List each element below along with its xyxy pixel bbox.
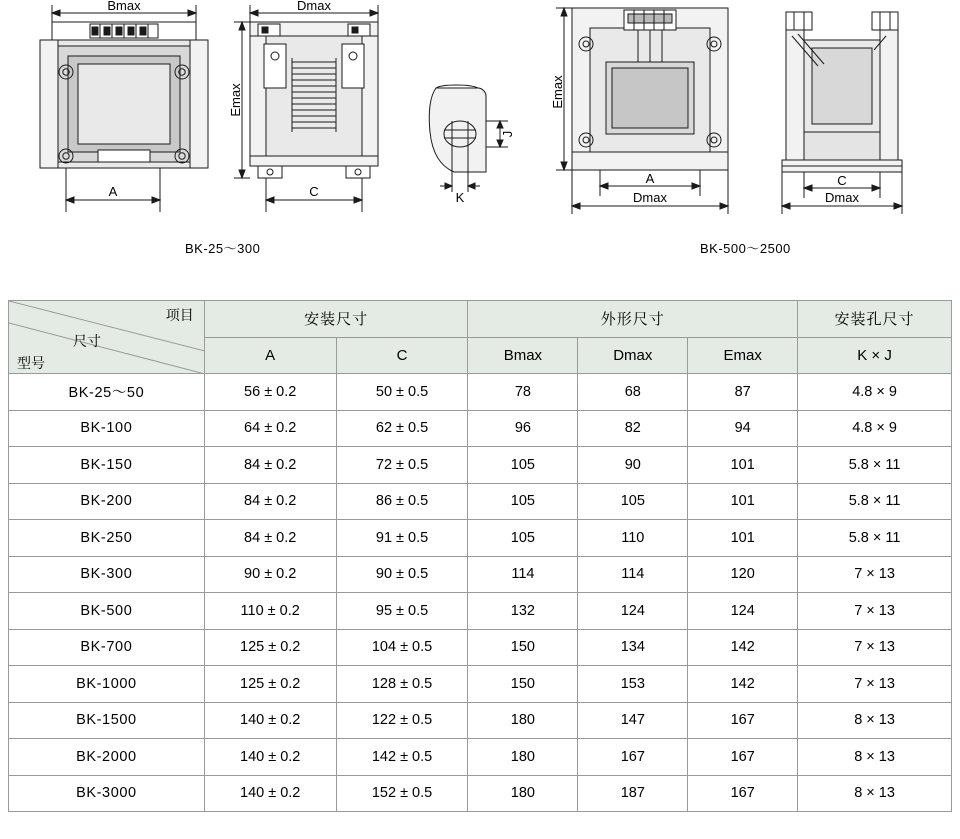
cell-kj: 7 × 13 — [798, 629, 952, 666]
figure-front-view-bk500-2500 — [550, 0, 750, 230]
sub-header-kj: K × J — [798, 337, 952, 374]
cell-kj: 5.8 × 11 — [798, 447, 952, 484]
cell-dmax: 153 — [578, 666, 688, 703]
caption-bk500-2500: BK-500～2500 — [700, 241, 791, 256]
cell-c: 142 ± 0.5 — [336, 739, 468, 776]
cell-c: 152 ± 0.5 — [336, 775, 468, 812]
specification-table — [8, 300, 952, 812]
cell-kj: 7 × 13 — [798, 556, 952, 593]
cell-c: 62 ± 0.5 — [336, 410, 468, 447]
cell-c: 91 ± 0.5 — [336, 520, 468, 557]
corner-label-size: 尺寸 — [73, 333, 101, 349]
cell-kj: 7 × 13 — [798, 593, 952, 630]
cell-bmax: 180 — [468, 702, 578, 739]
cell-a: 84 ± 0.2 — [204, 520, 336, 557]
label-dmax-2: Dmax — [633, 190, 667, 205]
cell-c: 104 ± 0.5 — [336, 629, 468, 666]
cell-emax: 167 — [688, 739, 798, 776]
cell-kj: 8 × 13 — [798, 739, 952, 776]
cell-emax: 101 — [688, 483, 798, 520]
cell-emax: 101 — [688, 447, 798, 484]
table-head — [9, 301, 952, 374]
cell-dmax: 147 — [578, 702, 688, 739]
label-dmax-3: Dmax — [825, 190, 859, 205]
cell-emax: 142 — [688, 666, 798, 703]
caption-bk25-300: BK-25～300 — [185, 241, 261, 256]
cell-emax: 120 — [688, 556, 798, 593]
table-row — [9, 374, 952, 411]
cell-a: 125 ± 0.2 — [204, 666, 336, 703]
cell-dmax: 110 — [578, 520, 688, 557]
cell-bmax: 78 — [468, 374, 578, 411]
label-a-2: A — [645, 171, 655, 186]
cell-kj: 4.8 × 9 — [798, 374, 952, 411]
table-row — [9, 447, 952, 484]
specification-table-wrapper — [8, 300, 952, 812]
cell-kj: 4.8 × 9 — [798, 410, 952, 447]
label-emax-2: Emax — [550, 75, 565, 109]
cell-kj: 8 × 13 — [798, 702, 952, 739]
cell-model: BK-1500 — [9, 702, 205, 739]
cell-emax: 124 — [688, 593, 798, 630]
cell-bmax: 180 — [468, 739, 578, 776]
label-dmax: Dmax — [297, 0, 331, 13]
cell-emax: 94 — [688, 410, 798, 447]
cell-model: BK-25～50 — [9, 374, 205, 411]
cell-emax: 167 — [688, 775, 798, 812]
table-row — [9, 702, 952, 739]
cell-c: 122 ± 0.5 — [336, 702, 468, 739]
figure-side-view-bk25-300 — [228, 0, 398, 230]
table-header-row-groups — [9, 301, 952, 338]
cell-emax: 101 — [688, 520, 798, 557]
cell-model: BK-1000 — [9, 666, 205, 703]
cell-model: BK-200 — [9, 483, 205, 520]
cell-dmax: 167 — [578, 739, 688, 776]
label-k: K — [455, 190, 465, 205]
table-body — [9, 374, 952, 812]
cell-model: BK-100 — [9, 410, 205, 447]
cell-model: BK-150 — [9, 447, 205, 484]
cell-c: 90 ± 0.5 — [336, 556, 468, 593]
figure-side-view-bk500-2500 — [762, 0, 952, 230]
cell-a: 110 ± 0.2 — [204, 593, 336, 630]
cell-bmax: 105 — [468, 447, 578, 484]
table-row — [9, 666, 952, 703]
cell-c: 72 ± 0.5 — [336, 447, 468, 484]
cell-bmax: 114 — [468, 556, 578, 593]
cell-kj: 5.8 × 11 — [798, 520, 952, 557]
cell-bmax: 96 — [468, 410, 578, 447]
cell-dmax: 124 — [578, 593, 688, 630]
table-row — [9, 483, 952, 520]
cell-a: 125 ± 0.2 — [204, 629, 336, 666]
sub-header-a: A — [204, 337, 336, 374]
table-row — [9, 520, 952, 557]
corner-label-item: 项目 — [165, 307, 194, 323]
cell-bmax: 132 — [468, 593, 578, 630]
cell-c: 95 ± 0.5 — [336, 593, 468, 630]
table-row — [9, 556, 952, 593]
cell-a: 84 ± 0.2 — [204, 447, 336, 484]
technical-drawings — [0, 0, 960, 290]
cell-bmax: 105 — [468, 483, 578, 520]
label-emax: Emax — [228, 83, 243, 117]
cell-dmax: 68 — [578, 374, 688, 411]
cell-model: BK-300 — [9, 556, 205, 593]
table-row — [9, 629, 952, 666]
table-row — [9, 775, 952, 812]
cell-a: 56 ± 0.2 — [204, 374, 336, 411]
cell-kj: 5.8 × 11 — [798, 483, 952, 520]
cell-model: BK-500 — [9, 593, 205, 630]
cell-c: 50 ± 0.5 — [336, 374, 468, 411]
cell-a: 140 ± 0.2 — [204, 775, 336, 812]
group-header-outline-size: 外形尺寸 — [468, 301, 798, 338]
cell-a: 140 ± 0.2 — [204, 739, 336, 776]
cell-kj: 7 × 13 — [798, 666, 952, 703]
table-row — [9, 593, 952, 630]
group-header-hole-size: 安装孔尺寸 — [798, 301, 952, 338]
table-corner-cell — [9, 301, 205, 374]
cell-a: 90 ± 0.2 — [204, 556, 336, 593]
cell-c: 128 ± 0.5 — [336, 666, 468, 703]
label-c: C — [309, 184, 319, 199]
label-a: A — [108, 184, 118, 199]
cell-dmax: 134 — [578, 629, 688, 666]
label-j: J — [500, 130, 515, 138]
cell-bmax: 150 — [468, 666, 578, 703]
cell-model: BK-250 — [9, 520, 205, 557]
cell-dmax: 90 — [578, 447, 688, 484]
sub-header-emax: Emax — [688, 337, 798, 374]
table-row — [9, 739, 952, 776]
cell-emax: 142 — [688, 629, 798, 666]
sub-header-c: C — [336, 337, 468, 374]
cell-model: BK-700 — [9, 629, 205, 666]
cell-bmax: 150 — [468, 629, 578, 666]
cell-kj: 8 × 13 — [798, 775, 952, 812]
group-header-install-size: 安装尺寸 — [204, 301, 468, 338]
label-c-2: C — [837, 173, 847, 188]
sub-header-dmax: Dmax — [578, 337, 688, 374]
figure-front-view-bk25-300 — [0, 0, 230, 230]
cell-dmax: 114 — [578, 556, 688, 593]
cell-bmax: 105 — [468, 520, 578, 557]
cell-a: 84 ± 0.2 — [204, 483, 336, 520]
cell-dmax: 105 — [578, 483, 688, 520]
cell-a: 64 ± 0.2 — [204, 410, 336, 447]
cell-dmax: 82 — [578, 410, 688, 447]
cell-emax: 167 — [688, 702, 798, 739]
cell-dmax: 187 — [578, 775, 688, 812]
cell-model: BK-3000 — [9, 775, 205, 812]
cell-c: 86 ± 0.5 — [336, 483, 468, 520]
cell-bmax: 180 — [468, 775, 578, 812]
cell-model: BK-2000 — [9, 739, 205, 776]
figure-mounting-hole-detail — [400, 0, 520, 230]
sub-header-bmax: Bmax — [468, 337, 578, 374]
cell-a: 140 ± 0.2 — [204, 702, 336, 739]
corner-label-model: 型号 — [17, 355, 45, 371]
cell-emax: 87 — [688, 374, 798, 411]
label-bmax: Bmax — [107, 0, 141, 13]
table-row — [9, 410, 952, 447]
